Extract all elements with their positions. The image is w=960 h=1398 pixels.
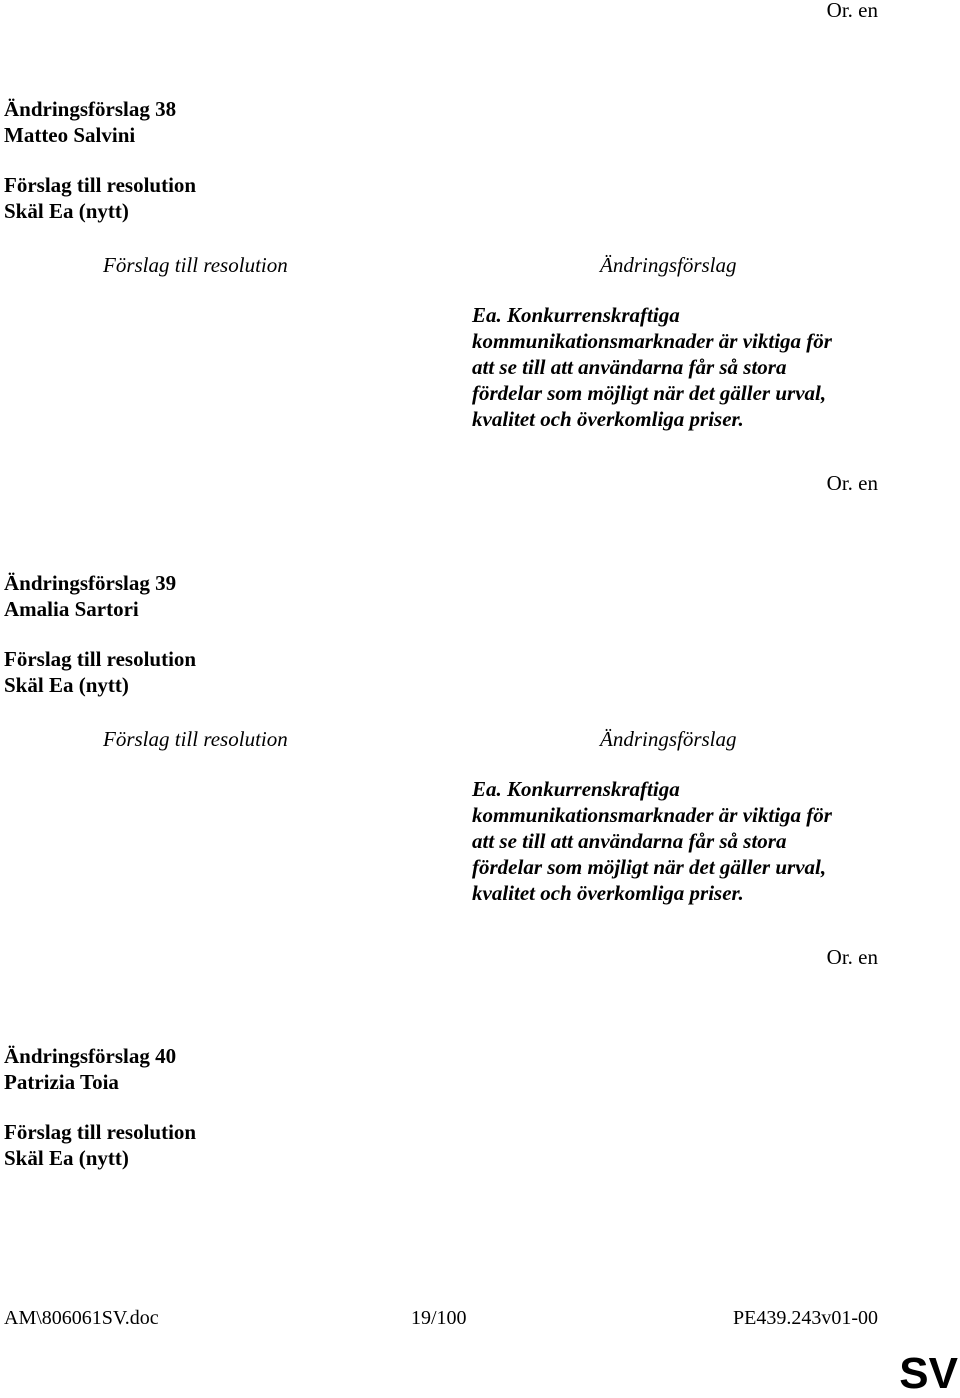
text-line: fördelar som möjligt när det gäller urval, (472, 855, 827, 879)
column-header-original: Förslag till resolution (103, 253, 288, 277)
amendment-number: Ändringsförslag 40 (4, 1044, 177, 1068)
text-line: att se till att användarna får så stora (472, 355, 787, 379)
text-line: kvalitet och överkomliga priser. (472, 407, 744, 431)
amendment-header-39 (4, 570, 196, 698)
column-header-amendment: Ändringsförslag (600, 253, 737, 277)
document-title: Förslag till resolution (4, 173, 197, 197)
text-line: kommunikationsmarknader är viktiga för (472, 803, 832, 827)
original-language-label: Or. en (826, 0, 878, 22)
amended-reference: Skäl Ea (nytt) (4, 1146, 129, 1170)
column-header-original: Förslag till resolution (103, 727, 288, 751)
document-title: Förslag till resolution (4, 647, 197, 671)
amendment-author: Patrizia Toia (4, 1070, 119, 1094)
text-line: kommunikationsmarknader är viktiga för (472, 329, 832, 353)
amendment-text (472, 776, 892, 906)
original-language-label: Or. en (826, 471, 878, 495)
amendment-number: Ändringsförslag 39 (4, 571, 177, 595)
footer-page-number: 19/100 (411, 1307, 467, 1329)
text-line: Ea. Konkurrenskraftiga (472, 777, 680, 801)
original-language-label: Or. en (826, 945, 878, 969)
amendment-author: Matteo Salvini (4, 123, 136, 147)
amendment-number: Ändringsförslag 38 (4, 97, 177, 121)
amendment-author: Amalia Sartori (4, 597, 139, 621)
text-line: kvalitet och överkomliga priser. (472, 881, 744, 905)
amendment-text (472, 302, 892, 432)
text-line: att se till att användarna får så stora (472, 829, 787, 853)
document-title: Förslag till resolution (4, 1120, 197, 1144)
amendment-header-40 (4, 1043, 196, 1171)
footer-document-ref: PE439.243v01-00 (733, 1307, 878, 1329)
amended-reference: Skäl Ea (nytt) (4, 199, 129, 223)
language-badge: SV (899, 1349, 958, 1398)
amended-reference: Skäl Ea (nytt) (4, 673, 129, 697)
text-line: fördelar som möjligt när det gäller urval, (472, 381, 827, 405)
column-header-amendment: Ändringsförslag (600, 727, 737, 751)
text-line: Ea. Konkurrenskraftiga (472, 303, 680, 327)
amendment-header-38 (4, 96, 196, 224)
footer-file-name: AM\806061SV.doc (4, 1307, 159, 1329)
